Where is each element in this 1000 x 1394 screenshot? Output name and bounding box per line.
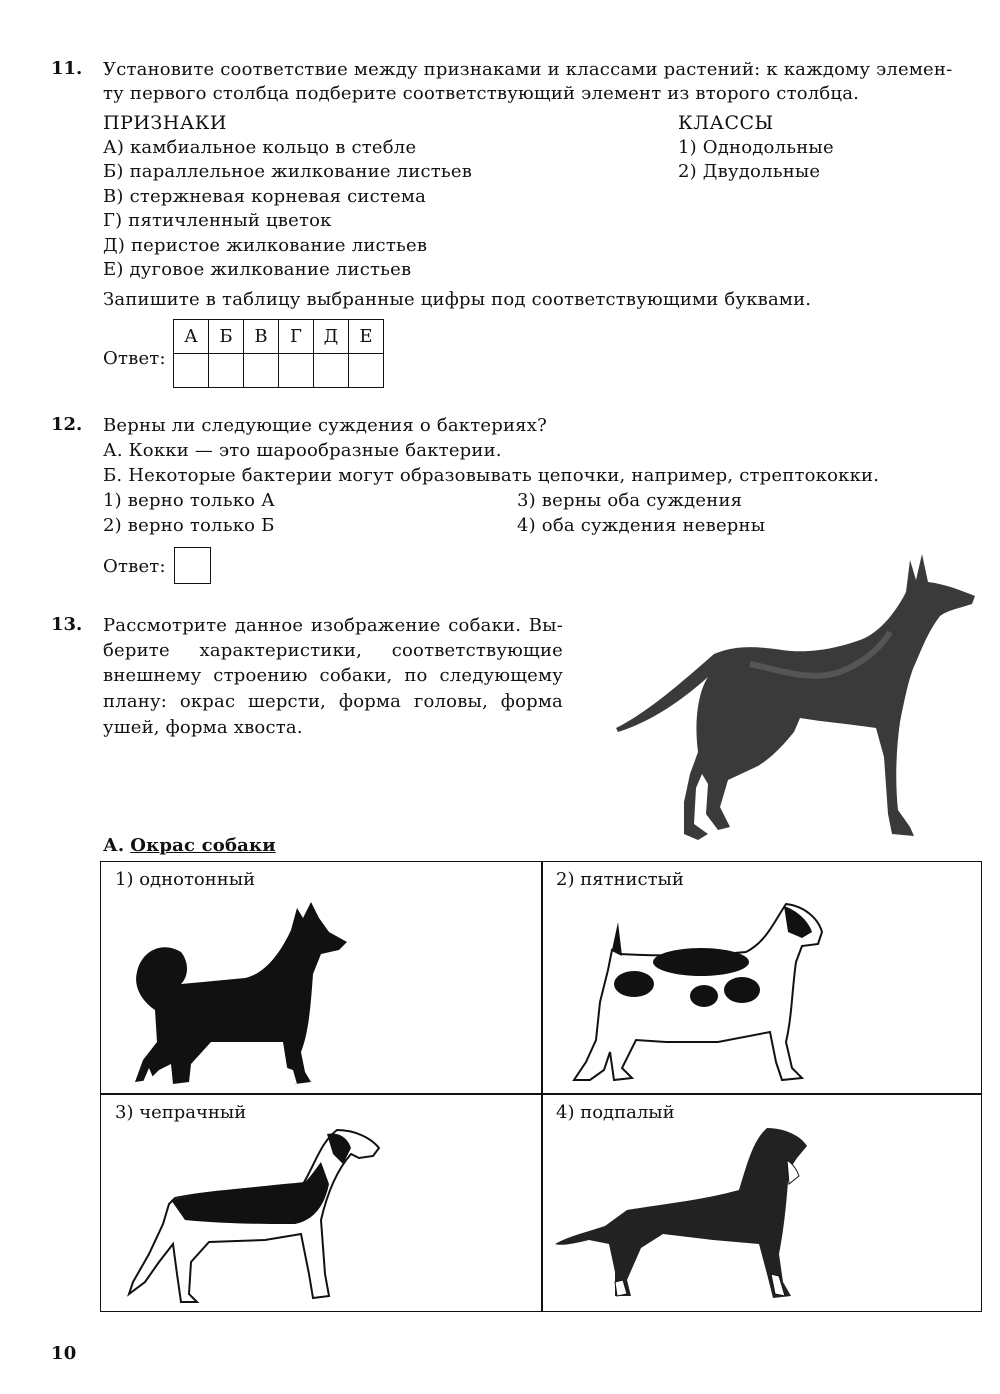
q13-section-title-text: Окрас собаки [130,835,276,856]
q11-intro-line2: ту первого столбца подберите соответствующий элемент из второго столбца. [103,83,860,104]
spot-back [653,948,749,976]
q11-answer-table [173,319,384,388]
q12-question: Верны ли следующие суждения о бактериях? [103,415,547,436]
coat-option-3-image [115,1124,405,1309]
solid-dog-silhouette [135,902,347,1084]
q11-feature-b: Б) параллельное жилкование листьев [103,161,473,182]
doberman-silhouette [616,554,975,840]
q13-number: 13. [51,614,83,635]
q11-feature-g: Г) пятичленный цветок [103,210,332,231]
coat-option-4-label: 4) подпалый [556,1102,675,1123]
q13-text-line4: плану: окрас шерсти, форма головы, форма [103,691,563,712]
coat-option-2-image [556,892,836,1090]
q12-option-4: 4) оба суждения неверны [517,515,766,536]
spot-shoulder [724,977,760,1003]
coat-grid [100,861,982,1312]
q11-class-2: 2) Двудольные [678,161,821,182]
coat-option-1-image [115,892,355,1090]
q11-feature-v: В) стержневая корневая система [103,186,427,207]
q12-statement-a: А. Кокки — это шарообразные бактерии. [103,440,502,461]
spot-belly [690,985,718,1007]
q11-answer-cell-e[interactable] [349,354,384,388]
white-paws [143,1064,297,1084]
q11-answer-cell-d[interactable] [314,354,349,388]
q11-answer-letter-b: Б [209,320,244,354]
q11-feature-d: Д) перистое жилкование листьев [103,235,428,256]
q11-classes-header: КЛАССЫ [678,112,774,134]
coat-option-4-image [553,1124,843,1309]
main-dog-image [610,552,985,847]
q11-class-1: 1) Однодольные [678,137,834,158]
coat-option-3-label: 3) чепрачный [115,1102,247,1123]
tan-point-dog-silhouette [555,1128,807,1298]
grid-horizontal-divider [101,1093,981,1095]
q13-text-line1: Рассмотрите данное изображение собаки. Вы- [103,615,563,636]
q11-answer-letter-a: А [174,320,209,354]
q13-text-line5: ушей, форма хвоста. [103,717,303,738]
q12-number: 12. [51,414,83,435]
q13-section-title [103,834,276,858]
q13-section-prefix: А. [103,835,125,856]
q13-text-line3: внешнему строению собаки, по следующему [103,665,563,686]
q11-number: 11. [51,58,83,79]
q12-answer-label: Ответ: [103,556,166,577]
q11-answer-letter-v: В [244,320,279,354]
q11-answer-cell-v[interactable] [244,354,279,388]
coat-option-2-label: 2) пятнистый [556,869,684,890]
q12-option-3: 3) верны оба суждения [517,490,743,511]
q12-answer-box[interactable] [174,547,211,584]
q11-answer-label: Ответ: [103,348,166,369]
saddle-patch [171,1162,329,1224]
q11-instruction: Запишите в таблицу выбранные цифры под соответствующими буквами. [103,289,812,310]
q11-answer-cell-g[interactable] [279,354,314,388]
grid-vertical-divider [541,862,543,1311]
q13-text-line2: берите характеристики, соответствующие [103,640,563,661]
q11-answer-letter-e: Е [349,320,384,354]
q12-option-2: 2) верно только Б [103,515,275,536]
q12-statement-b: Б. Некоторые бактерии могут образовывать цепочки, например, стрептококки. [103,465,880,486]
q11-answer-letter-g: Г [279,320,314,354]
page-number: 10 [51,1343,77,1364]
q11-answer-cell-a[interactable] [174,354,209,388]
curled-tail-spot [188,965,198,975]
q11-answer-table-header-row [174,320,384,354]
q11-feature-e: Е) дуговое жилкование листьев [103,259,412,280]
q11-answer-letter-d: Д [314,320,349,354]
q11-feature-a: А) камбиальное кольцо в стебле [103,137,417,158]
q12-option-1: 1) верно только А [103,490,275,511]
q11-answer-cell-b[interactable] [209,354,244,388]
q11-intro-line1: Установите соответствие между признаками и классами растений: к каждому элемен- [103,59,953,80]
coat-option-1-label: 1) однотонный [115,869,256,890]
q11-answer-table-input-row [174,354,384,388]
spot-rump [614,971,654,997]
q11-features-header: ПРИЗНАКИ [103,112,227,134]
